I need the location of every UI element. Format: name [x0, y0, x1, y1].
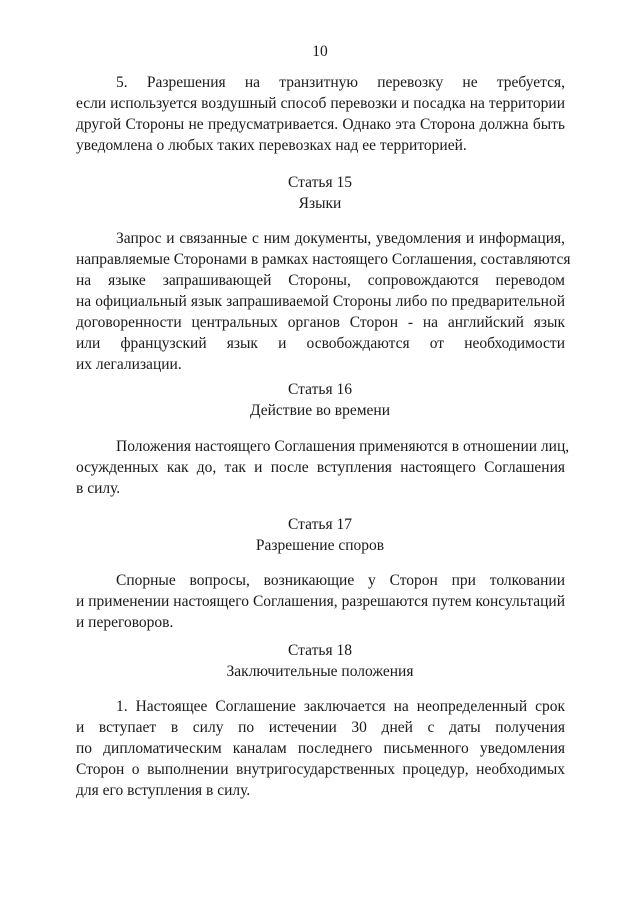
paragraph-line: уведомлена о любых таких перевозках над ее территорией.: [76, 137, 467, 154]
paragraph-line: в силу.: [76, 480, 121, 497]
paragraph-line: или французский язык и освобождаются от необходимости: [76, 335, 565, 352]
article-16-text: [76, 436, 570, 499]
paragraph-line: для его вступления в силу.: [76, 782, 251, 799]
paragraph-line: и переговоров.: [76, 614, 174, 631]
article-18-text: [76, 696, 565, 801]
article-16-number: Статья 16: [288, 381, 352, 398]
paragraph-line: другой Стороны не предусматривается. Однако эта Сторона должна быть: [76, 116, 565, 133]
article-15-text: [76, 228, 571, 375]
article-17-title: Разрешение споров: [255, 537, 385, 554]
paragraph-line: если используется воздушный способ перевозки и посадка на территории: [76, 95, 565, 112]
paragraph-line: 1. Настоящее Соглашение заключается на неопределенный срок: [116, 698, 565, 715]
article-15-title: Языки: [298, 195, 342, 212]
paragraph-line: Положения настоящего Соглашения применяются в отношении лиц,: [116, 438, 570, 455]
article-15-number: Статья 15: [288, 174, 352, 191]
paragraph-line: 5. Разрешения на транзитную перевозку не требуется,: [116, 74, 565, 91]
article-17-text: [76, 570, 565, 633]
article-17-number: Статья 17: [288, 516, 352, 533]
paragraph-line: договоренности центральных органов Сторон - на английский язык: [76, 314, 565, 331]
paragraph-line: осужденных как до, так и после вступления настоящего Соглашения: [76, 459, 565, 476]
paragraph-5: [76, 72, 565, 156]
paragraph-line: их легализации.: [76, 356, 182, 373]
paragraph-line: и вступает в силу по истечении 30 дней с даты получения: [76, 719, 565, 736]
paragraph-line: направляемые Сторонами в рамках настоящего Соглашения, составляются: [76, 251, 571, 268]
article-16-title: Действие во времени: [249, 402, 391, 419]
page-number: 10: [312, 43, 328, 60]
paragraph-line: Спорные вопросы, возникающие у Сторон при толковании: [116, 572, 565, 589]
paragraph-line: на официальный язык запрашиваемой Стороны либо по предварительной: [76, 293, 565, 310]
paragraph-line: по дипломатическим каналам последнего письменного уведомления: [76, 740, 565, 757]
paragraph-line: на языке запрашивающей Стороны, сопровождаются переводом: [76, 272, 565, 289]
paragraph-line: Сторон о выполнении внутригосударственных процедур, необходимых: [76, 761, 565, 778]
paragraph-line: и применении настоящего Соглашения, разрешаются путем консультаций: [76, 593, 565, 610]
article-18-title: Заключительные положения: [226, 663, 414, 680]
article-18-number: Статья 18: [288, 642, 352, 659]
paragraph-line: Запрос и связанные с ним документы, уведомления и информация,: [116, 230, 565, 247]
